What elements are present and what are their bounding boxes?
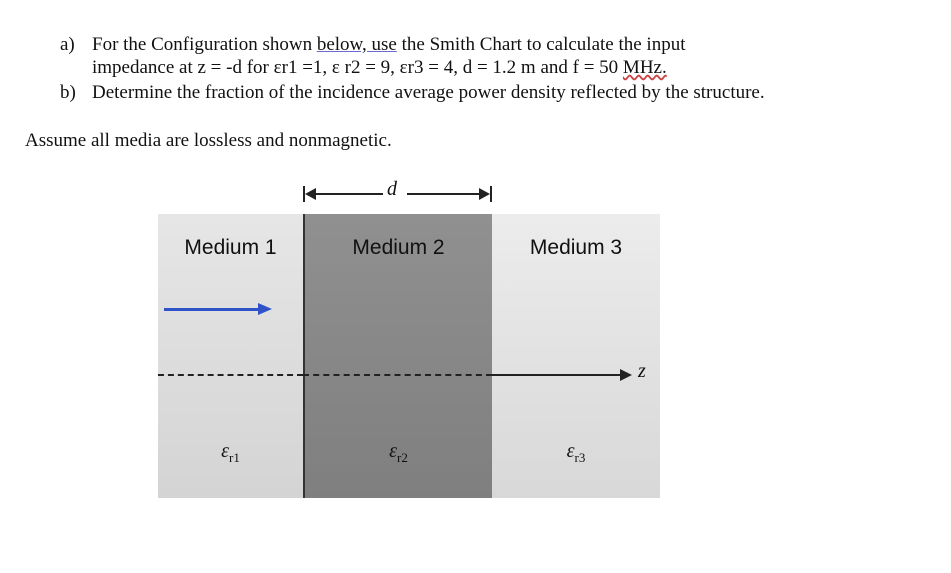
medium-3-permittivity: $\varepsilon_{r3}$ xyxy=(566,440,586,465)
question-a-line1-start: For the Configuration shown xyxy=(92,34,317,55)
question-a-line2-start: impedance at z = -d for εr1 =1, ε r2 = 9, εr3 = 4, d = 1.2 m and f = 50 xyxy=(92,57,623,78)
medium-2 xyxy=(303,214,494,498)
medium-1-label: Medium 1 xyxy=(184,236,277,259)
question-b-label: b) xyxy=(60,82,76,103)
dim-arrow-right-icon xyxy=(479,188,490,200)
question-a-mhz: MHz. xyxy=(622,57,667,78)
dim-line-right xyxy=(407,193,479,195)
question-b-text: Determine the fraction of the incidence average power density reflected by the structure. xyxy=(92,82,765,103)
medium-1 xyxy=(158,214,303,498)
dimension-label: d xyxy=(387,178,397,200)
question-a-line2 xyxy=(92,57,667,79)
dimension-marker xyxy=(303,178,492,202)
incident-wave-arrow-icon xyxy=(258,303,272,315)
dim-line-left xyxy=(313,193,383,195)
dim-tick-right xyxy=(490,186,492,202)
axis-dashed-medium-2 xyxy=(303,374,492,376)
medium-1-permittivity: $\varepsilon_{r1}$ xyxy=(221,440,240,465)
question-a-underlined: below, use xyxy=(316,34,397,55)
medium-2-permittivity: $\varepsilon_{r2}$ xyxy=(389,440,408,465)
question-a xyxy=(60,34,940,80)
question-a-line1-end: the Smith Chart to calculate the input xyxy=(396,34,686,55)
z-axis-label: z xyxy=(638,360,646,382)
incident-wave-arrow xyxy=(164,308,260,311)
assumption-text: Assume all media are lossless and nonmagnetic. xyxy=(25,130,392,151)
z-axis-line xyxy=(492,374,622,376)
question-a-label: a) xyxy=(60,34,75,55)
medium-3-label: Medium 3 xyxy=(529,236,623,259)
medium-2-label: Medium 2 xyxy=(352,236,445,259)
media-figure xyxy=(150,168,710,498)
axis-dashed-medium-1 xyxy=(158,374,303,376)
question-b xyxy=(60,82,940,104)
medium-3 xyxy=(492,214,660,498)
question-a-line1 xyxy=(92,34,686,56)
z-axis-arrow-icon xyxy=(620,369,632,381)
